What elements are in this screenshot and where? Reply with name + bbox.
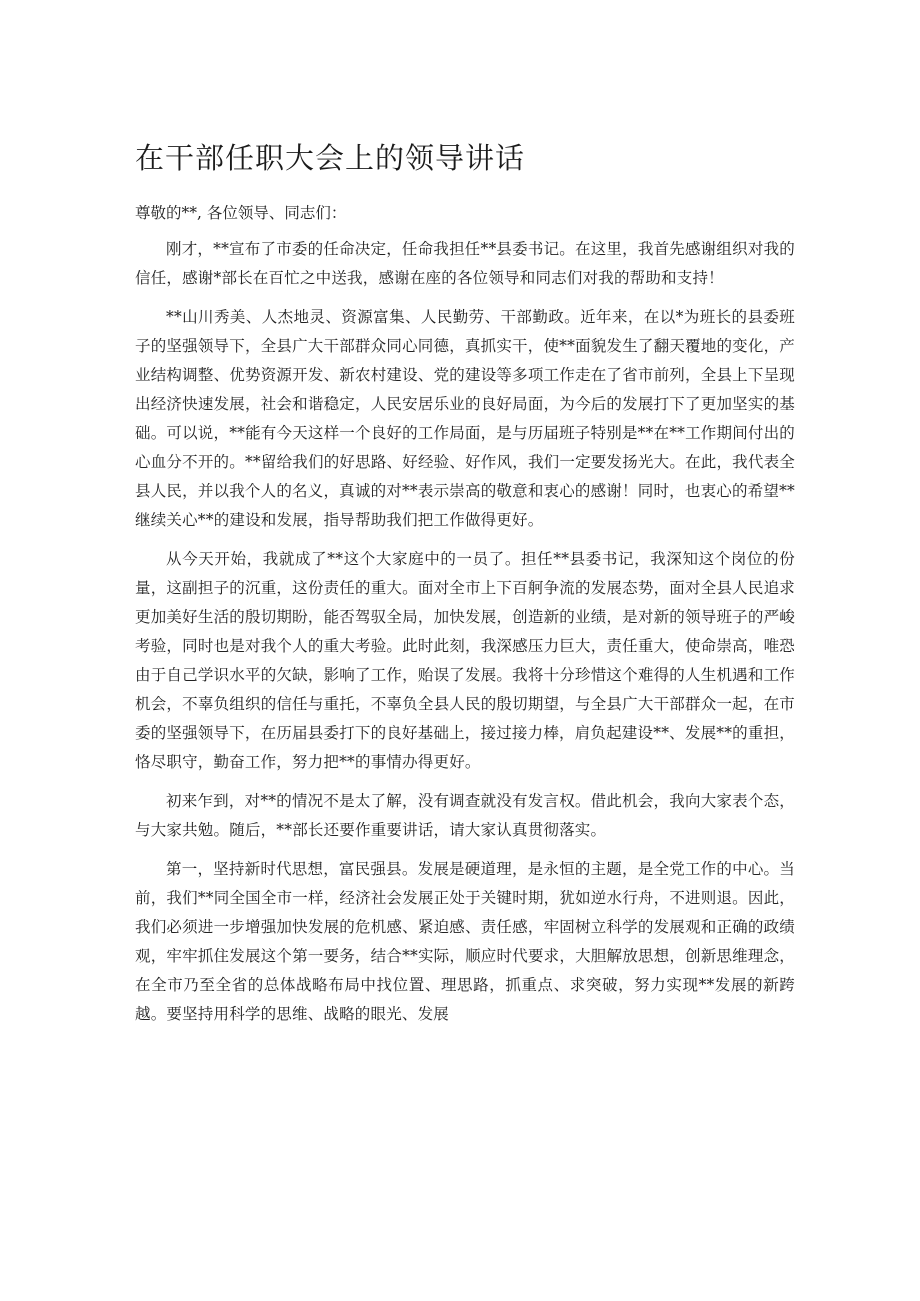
salutation: 尊敬的**, 各位领导、同志们： [135, 204, 347, 222]
paragraph-3: 从今天开始，我就成了**这个大家庭中的一员了。担任**县委书记，我深知这个岗位的份量，这副担子的沉重，这份责任的重大。面对全市上下百舸争流的发展态势，面对全县人民追求更加美好生活的殷切期盼，能否驾驭全局，加快发展，创造新的业绩，是对新的领导班子的严峻考验，同时也是对我个人的重大考验。此时此刻，我深感压力巨大，责任重大，使命崇高，唯恐由于自己学识水平的欠缺，影响了工作，贻误了发展。我将十分珍惜这个难得的人生机遇和工作机会，不辜负组织的信任与重托，不辜负全县人民的殷切期望，与全县广大干部群众一起，在市委的坚强领导下，在历届县委打下的良好基础上，接过接力棒，肩负起建设**、发展**的重担，恪尽职守，勤奋工作，努力把**的事情办得更好。 [135, 550, 795, 771]
paragraph-5: 第一，坚持新时代思想，富民强县。发展是硬道理，是永恒的主题，是全党工作的中心。当前，我们**同全国全市一样，经济社会发展正处于关键时期，犹如逆水行舟，不进则退。因此，我们必须进一步增强加快发展的危机感、紧迫感、责任感，牢固树立科学的发展观和正确的政绩观，牢牢抓住发展这个第一要务，结合**实际，顺应时代要求，大胆解放思想，创新思维理念，在全市乃至全省的总体战略布局中找位置、理思路，抓重点、求突破，努力实现**发展的新跨越。要坚持用科学的思维、战略的眼光、发展 [135, 860, 795, 1023]
paragraph-4: 初来乍到，对**的情况不是太了解，没有调查就没有发言权。借此机会，我向大家表个态，与大家共勉。随后，**部长还要作重要讲话，请大家认真贯彻落实。 [135, 792, 795, 839]
document-title: 在干部任职大会上的领导讲话 [135, 141, 526, 175]
paragraph-1: 刚才，**宣布了市委的任命决定，任命我担任**县委书记。在这里，我首先感谢组织对我的信任，感谢*部长在百忙之中送我，感谢在座的各位领导和同志们对我的帮助和支持！ [135, 240, 795, 287]
paragraph-2: **山川秀美、人杰地灵、资源富集、人民勤劳、干部勤政。近年来，在以*为班长的县委班子的坚强领导下，全县广大干部群众同心同德，真抓实干，使**面貌发生了翻天覆地的变化，产业结构调整、优势资源开发、新农村建设、党的建设等多项工作走在了省市前列，全县上下呈现出经济快速发展，社会和谐稳定，人民安居乐业的良好局面，为今后的发展打下了更加坚实的基础。可以说，**能有今天这样一个良好的工作局面，是与历届班子特别是**在**工作期间付出的心血分不开的。**留给我们的好思路、好经验、好作风，我们一定要发扬光大。在此，我代表全县人民，并以我个人的名义，真诚的对**表示崇高的敬意和衷心的感谢！同时，也衷心的希望**继续关心**的建设和发展，指导帮助我们把工作做得更好。 [135, 308, 796, 529]
document-body [135, 200, 795, 1039]
